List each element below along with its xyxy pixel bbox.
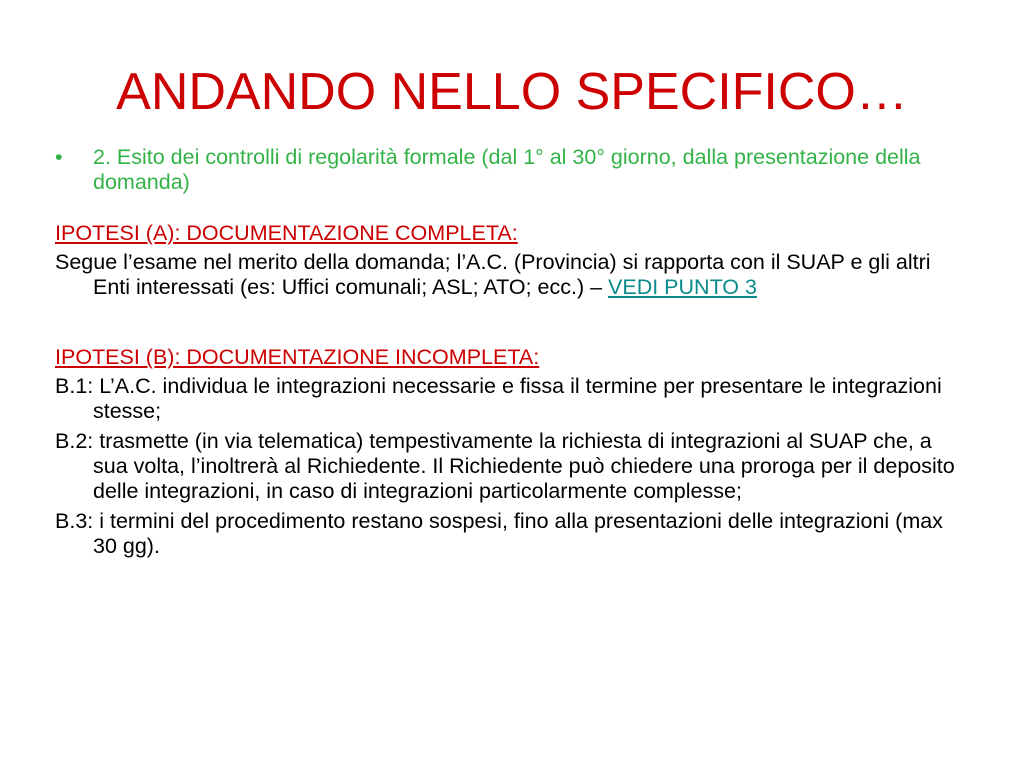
bullet-text: 2. Esito dei controlli di regolarità formale (dal 1° al 30° giorno, dalla presentazione della domanda) (93, 145, 921, 194)
section-a-paragraph (55, 250, 955, 300)
bullet-marker: • (55, 145, 63, 169)
section-b-item-2: B.2: trasmette (in via telematica) tempestivamente la richiesta di integrazioni al SUAP che, a sua volta, l’inoltrerà al Richiedente. Il Richiedente può chiedere una proroga per il deposito delle integrazioni, in caso di integrazioni particolarmente complesse; (55, 429, 955, 503)
section-b-heading: IPOTESI (B): DOCUMENTAZIONE INCOMPLETA: (55, 345, 540, 369)
section-a-heading: IPOTESI (A): DOCUMENTAZIONE COMPLETA: (55, 221, 518, 245)
vedi-punto-3-link[interactable]: VEDI PUNTO 3 (608, 275, 757, 299)
slide-title: ANDANDO NELLO SPECIFICO… (116, 63, 908, 121)
spacer (55, 305, 955, 331)
section-a-text: Segue l’esame nel merito della domanda; l’A.C. (Provincia) si rapporta con il SUAP e gli altri Enti interessati (es: Uffici comunali; ASL; ATO; ecc.) – (55, 250, 931, 299)
slide-content (55, 145, 955, 564)
section-b-item-3: B.3: i termini del procedimento restano sospesi, fino alla presentazioni delle integrazioni (max 30 gg). (55, 509, 943, 558)
bullet-item (55, 145, 955, 195)
section-b-item-1: B.1: L’A.C. individua le integrazioni necessarie e fissa il termine per presentare le integrazioni stesse; (55, 374, 942, 423)
